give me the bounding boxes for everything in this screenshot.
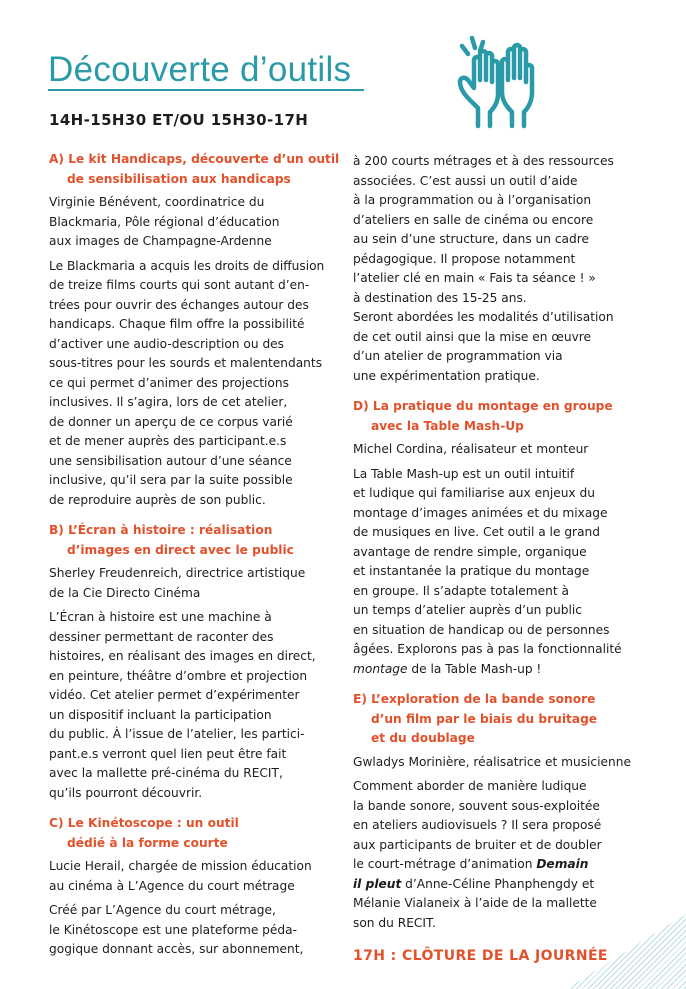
section-e-heading-line-3: et du doublage (371, 731, 475, 745)
section-d-description-italic: montage (353, 661, 408, 676)
section-a-heading (49, 150, 349, 189)
section-a (49, 150, 349, 510)
hands-icon (448, 34, 558, 134)
section-c-heading (49, 814, 349, 853)
right-column (353, 152, 653, 967)
section-b-speaker: Sherley Freudenreich, directrice artistique de la Cie Directo Cinéma (49, 566, 306, 600)
time-slot-heading: 14H-15H30 ET/OU 15H30-17H (49, 111, 309, 129)
section-b-heading (49, 521, 349, 560)
title-underline (48, 89, 364, 91)
section-b-description: L’Écran à histoire est une machine à dessiner permettant de raconter des histoires, en réalisant des images en direct, en peinture, théâtre d’ombre et projection vidéo. Cet atelier permet d’expérimenter un dispositif incluant la participation du public. À l’issue de l’atelier, les partici- pant.e.s verront quel lien peut être fait avec la mallette pré-cinéma du RECIT, qu’ils pourront découvrir. (49, 610, 316, 800)
closing-heading: 17H : CLÔTURE DE LA JOURNÉE (353, 948, 608, 964)
section-d-speaker: Michel Cordina, réalisateur et monteur (353, 442, 589, 456)
section-c-speaker: Lucie Herail, chargée de mission éducation au cinéma à L’Agence du court métrage (49, 859, 312, 893)
section-d-heading (353, 397, 653, 436)
section-e-heading-line-1: E) L’exploration de la bande sonore (353, 692, 596, 706)
section-b (49, 521, 349, 803)
section-c-heading-line-2: dédié à la forme courte (67, 835, 228, 850)
section-d-description-part-2: de la Table Mash-up ! (407, 661, 542, 676)
section-c-continued (353, 152, 653, 386)
section-e-description-part-2: d’Anne-Céline Phanphengdy et Mélanie Vialaneix à l’aide de la mallette son du RECIT. (353, 876, 597, 930)
section-b-heading-line-2: d’images en direct avec le public (67, 542, 294, 557)
section-d-heading-line-1: D) La pratique du montage en groupe (353, 399, 613, 413)
section-c-description: Créé par L’Agence du court métrage, le Kinétoscope est une plateforme péda- gogique donnant accès, sur abonnement, (49, 903, 304, 956)
section-e-speaker: Gwladys Morinière, réalisatrice et musicienne (353, 754, 631, 769)
section-a-heading-line-2: de sensibilisation aux handicaps (67, 171, 291, 186)
section-e-description-italic: Demain il pleut (353, 857, 589, 891)
section-c-description-continued: à 200 courts métrages et à des ressources associées. C’est aussi un outil d’aide à la programmation ou à l’organisation d’ateliers en salle de cinéma ou encore au sein d’une structure, dans un cadre pédagogique. Il propose notamment l’atelier clé en main « Fais ta séance ! » à destination des 15-25 ans. Seront abordées les modalités d’utilisation de cet outil ainsi que la mise en œuvre d’un atelier de programmation via une expérimentation pratique. (353, 154, 614, 383)
section-e-description (353, 777, 653, 933)
section-b-heading-line-1: B) L’Écran à histoire : réalisation (49, 523, 273, 537)
section-c (49, 814, 349, 960)
section-a-speaker: Virginie Bénévent, coordinatrice du Blackmaria, Pôle régional d’éducation aux images de Champagne-Ardenne (49, 195, 280, 248)
section-a-description: Le Blackmaria a acquis les droits de diffusion de treize films courts qui sont autant d’en- trées pour ouvrir des échanges autour des handicaps. Chaque film offre la possibilité d’activer une audio-description ou des sous-titres pour les sourds et malentendants ce qui permet d’animer des projections inclusives. Il s’agira, lors de cet atelier, de donner un aperçu de ce corpus varié et de mener auprès des participant.e.s une sensibilisation autour d’une séance inclusive, qu’il sera par la suite possible de reproduire auprès de son public. (49, 258, 325, 507)
section-d-heading-line-2: avec la Table Mash-Up (371, 418, 524, 433)
section-a-heading-line-1: A) Le kit Handicaps, découverte d’un outil (49, 152, 340, 166)
section-d-description-part-1: La Table Mash-up est un outil intuitif et ludique qui familiarise aux enjeux du montage d’images animées et du mixage de musiques en live. Cet outil a le grand avantage de rendre simple, organique et instantanée la pratique du montage en groupe. Il s’adapte totalement à un temps d’atelier auprès d’un public en situation de handicap ou de personnes âgées. Explorons pas à pas la fonctionnalité (353, 466, 622, 656)
section-e-heading (353, 690, 653, 749)
section-d (353, 397, 653, 679)
section-c-heading-line-1: C) Le Kinétoscope : un outil (49, 816, 239, 830)
section-e-heading-line-2: d’un film par le biais du bruitage (371, 711, 598, 726)
section-e-description-part-1: Comment aborder de manière ludique la bande sonore, souvent sous-exploitée en ateliers audiovisuels ? Il sera proposé aux participants de bruiter et de doubler le court-métrage d’animation (353, 779, 602, 871)
section-e (353, 690, 653, 933)
page-title: Découverte d’outils (48, 50, 352, 89)
left-column (49, 150, 349, 971)
section-d-description (353, 465, 653, 680)
